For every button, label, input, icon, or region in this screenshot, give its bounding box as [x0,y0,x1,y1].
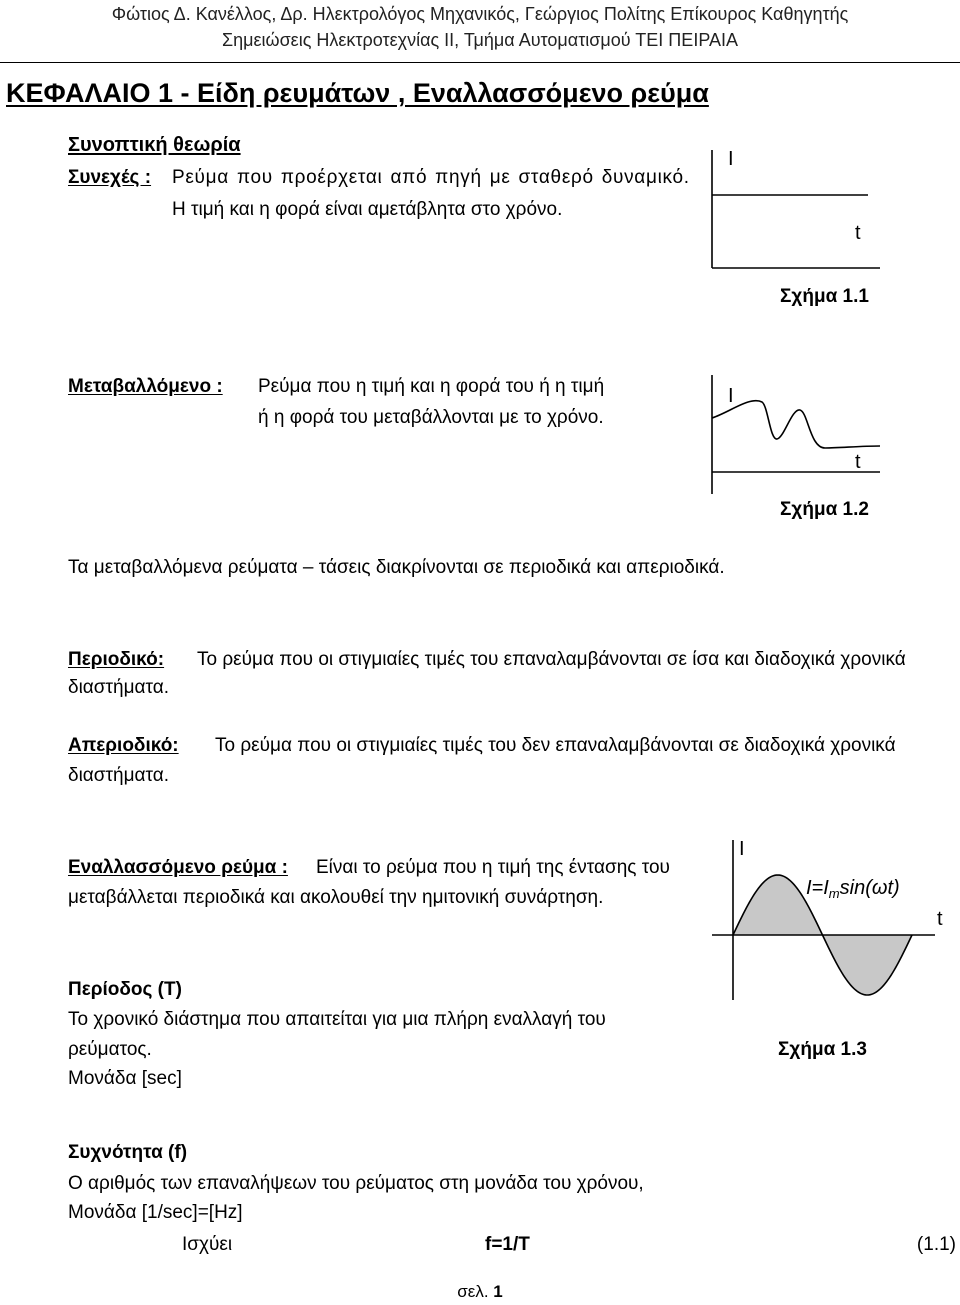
classification-sentence: Τα μεταβαλλόμενα ρεύματα – τάσεις διακρίνονται σε περιοδικά και απεριοδικά. [68,557,725,578]
frequency-unit: Μονάδα [1/sec]=[Hz] [68,1202,243,1223]
page-prefix: σελ. [457,1282,489,1301]
period-line-1: Το χρονικό διάστημα που απαιτείται για μια πλήρη εναλλαγή του [68,1009,606,1030]
period-heading: Περίοδος (T) [68,979,182,1000]
aperiodic-definition-line-1: Το ρεύμα που οι στιγμιαίες τιμές του δεν επαναλαμβάνονται σε διαδοχικά χρονικά [215,735,896,756]
figure-1-2-caption: Σχήμα 1.2 [780,499,869,520]
ac-term: Εναλλασσόμενο ρεύμα : [68,857,288,878]
figure-1-3-caption: Σχήμα 1.3 [778,1039,867,1060]
header-authors: Φώτιος Δ. Κανέλλος, Δρ. Ηλεκτρολόγος Μηχανικός, Γεώργιος Πολίτης Επίκουρος Καθηγητής [111,4,849,24]
fig2-varying-current-curve [712,401,880,448]
equation-number: (1.1) [916,1234,956,1255]
fig1-y-axis-label: I [728,148,734,170]
frequency-line-1: Ο αριθμός των επαναλήψεων του ρεύματος στη μονάδα του χρόνου, [68,1173,644,1194]
periodic-definition-line-2: διαστήματα. [68,677,170,698]
frequency-heading: Συχνότητα (f) [68,1142,188,1163]
fig3-formula-lhs: I=I [806,877,829,899]
period-line-2: ρεύματος. [68,1039,152,1060]
varying-definition-line-1: Ρεύμα που η τιμή και η φορά του ή η τιμή [258,376,605,397]
fig3-x-axis-label: t [937,908,943,930]
page-number: 1 [493,1282,503,1301]
header-course: Σημειώσεις Ηλεκτροτεχνίας ΙΙ, Τμήμα Αυτοματισμού ΤΕΙ ΠΕΙΡΑΙΑ [221,30,738,50]
dc-definition-line-2: Η τιμή και η φορά είναι αμετάβλητα στο χρόνο. [172,199,563,220]
relation-label: Ισχύει [182,1234,233,1255]
figure-1-1-caption: Σχήμα 1.1 [780,286,869,307]
figure-1-1-dc-plot [690,140,930,280]
varying-term: Μεταβαλλόμενο : [68,376,223,397]
fig2-y-axis-label: I [728,385,734,407]
summary-heading: Συνοπτική θεωρία [68,134,241,156]
period-unit: Μονάδα [sec] [68,1068,182,1089]
periodic-term: Περιοδικό: [68,649,165,670]
fig1-x-axis-label: t [855,222,861,244]
page-footer [0,1282,960,1302]
relation-formula: f=1/T [485,1234,530,1255]
chapter-title: ΚΕΦΑΛΑΙΟ 1 - Είδη ρευμάτων , Εναλλασσόμενο ρεύμα [6,78,709,108]
fig3-formula-rhs: sin(ωt) [839,877,900,899]
ac-definition-line-1: Είναι το ρεύμα που η τιμή της έντασης του [316,857,670,878]
dc-definition-line-1: Ρεύμα που προέρχεται από πηγή με σταθερό δυναμικό. [172,167,690,188]
figure-1-3-sine-plot [700,830,950,1010]
figure-1-2-varying-plot [690,360,930,500]
periodic-definition-line-1: Το ρεύμα που οι στιγμιαίες τιμές του επαναλαμβάνονται σε ίσα και διαδοχικά χρονικά [197,649,906,670]
dc-term: Συνεχές : [68,167,152,188]
fig2-x-axis-label: t [855,451,861,473]
varying-definition-line-2: ή η φορά του μεταβάλλονται με το χρόνο. [258,407,604,428]
aperiodic-term: Απεριοδικό: [68,735,179,756]
fig3-formula [806,877,900,901]
ac-definition-line-2: μεταβάλλεται περιοδικά και ακολουθεί την ημιτονική συνάρτηση. [68,887,604,908]
header-rule [0,62,960,63]
fig3-y-axis-label: I [739,838,745,860]
aperiodic-definition-line-2: διαστήματα. [68,765,170,786]
fig3-formula-subscript: m [828,886,840,901]
